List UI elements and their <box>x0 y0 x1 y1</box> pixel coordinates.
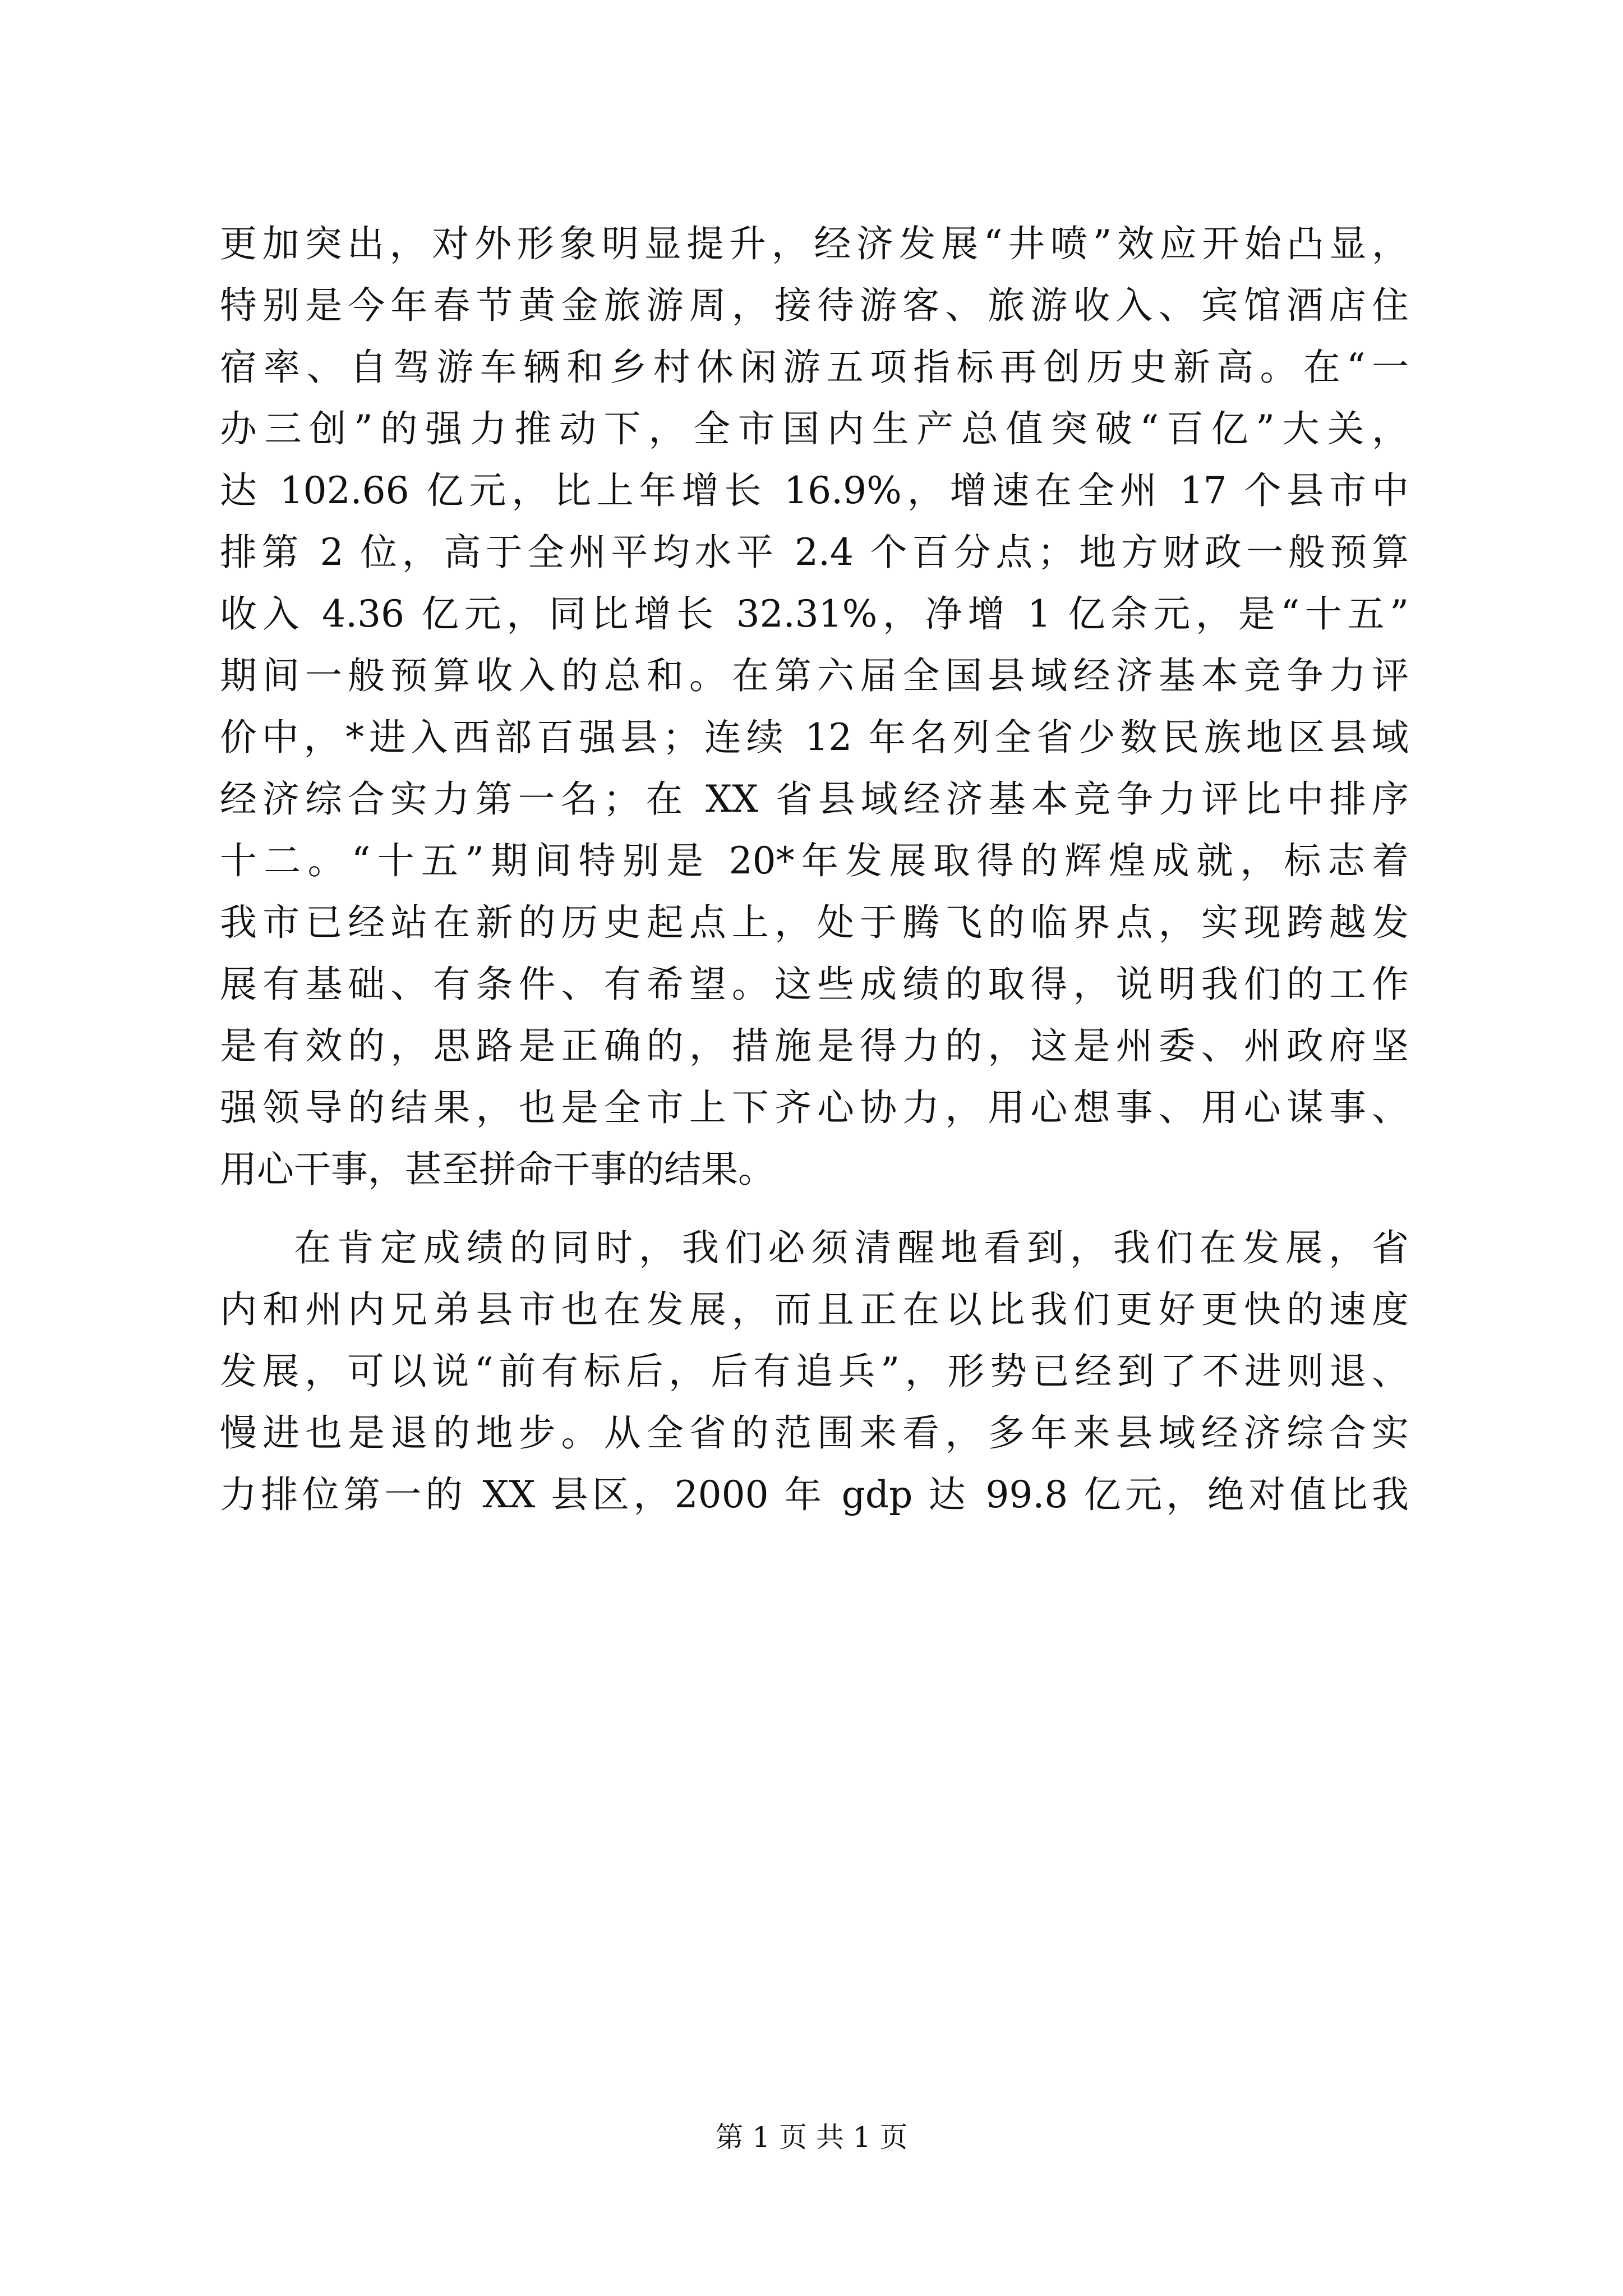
text-line: 更加突出，对外形象明显提升，经济发展“井喷”效应开始凸显， <box>220 222 1409 265</box>
text-line: 内和州内兄弟县市也在发展，而且正在以比我们更好更快的速度 <box>220 1288 1409 1331</box>
paragraph-1 <box>220 213 1409 1200</box>
text-line: 经济综合实力第一名；在 XX 省县域经济基本竞争力评比中排序 <box>220 777 1409 821</box>
text-line: 达 102.66 亿元，比上年增长 16.9%，增速在全州 17 个县市中 <box>220 469 1409 512</box>
text-line: 发展，可以说“前有标后，后有追兵”，形势已经到了不进则退、 <box>220 1350 1409 1393</box>
page-footer: 第 1 页 共 1 页 <box>715 2121 908 2154</box>
paragraph-gap <box>220 1200 1409 1217</box>
text-line: 力排位第一的 XX 县区，2000 年 gdp 达 99.8 亿元，绝对值比我 <box>220 1473 1409 1516</box>
text-line: 收入 4.36 亿元，同比增长 32.31%，净增 1 亿余元，是“十五” <box>220 592 1409 636</box>
text-line: 我市已经站在新的历史起点上，处于腾飞的临界点，实现跨越发 <box>220 901 1409 944</box>
text-line: 是有效的，思路是正确的，措施是得力的，这是州委、州政府坚 <box>220 1024 1409 1068</box>
text-line: 办三创”的强力推动下，全市国内生产总值突破“百亿”大关， <box>220 407 1409 450</box>
text-line: 在肯定成绩的同时，我们必须清醒地看到，我们在发展，省 <box>294 1226 1409 1269</box>
text-line: 十二。“十五”期间特别是 20*年发展取得的辉煌成就，标志着 <box>220 839 1409 882</box>
text-line: 特别是今年春节黄金旅游周，接待游客、旅游收入、宾馆酒店住 <box>220 284 1409 327</box>
body-text <box>220 213 1409 1526</box>
text-line: 展有基础、有条件、有希望。这些成绩的取得，说明我们的工作 <box>220 963 1409 1006</box>
text-line: 排第 2 位，高于全州平均水平 2.4 个百分点；地方财政一般预算 <box>220 531 1409 574</box>
text-line: 价中，*进入西部百强县；连续 12 年名列全省少数民族地区县域 <box>220 716 1409 759</box>
paragraph-2 <box>220 1217 1409 1526</box>
text-line: 慢进也是退的地步。从全省的范围来看，多年来县域经济综合实 <box>220 1411 1409 1455</box>
text-line: 强领导的结果，也是全市上下齐心协力，用心想事、用心谋事、 <box>220 1086 1409 1129</box>
text-line: 用心干事，甚至拼命干事的结果。 <box>220 1148 775 1191</box>
text-line: 期间一般预算收入的总和。在第六届全国县域经济基本竞争力评 <box>220 654 1409 697</box>
text-line: 宿率、自驾游车辆和乡村休闲游五项指标再创历史新高。在“一 <box>220 346 1409 389</box>
